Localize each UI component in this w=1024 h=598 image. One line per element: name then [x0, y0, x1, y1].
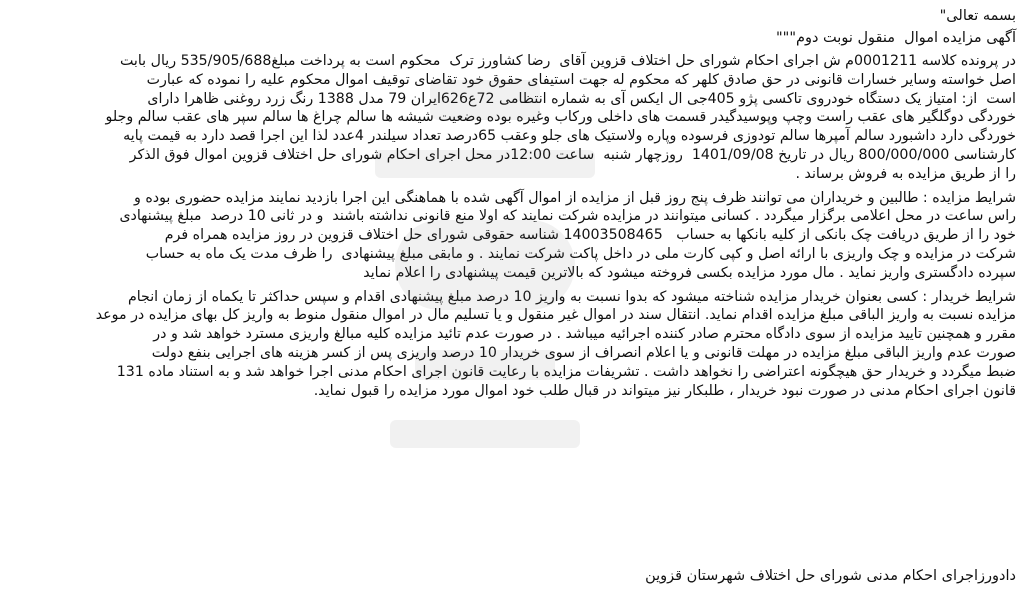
text-line: اصل خواسته وسایر خسارات قانونی در حق صادق کلهر که محکوم له جهت استیفای حقوق خود تقاضای توقیف اموال محکوم علیه را نموده که عبارت: [146, 71, 1016, 88]
text-line: کارشناسی 800/000/000 ریال در تاریخ 1401/09/08 روزچهار شنبه ساعت 12:00در محل اجرای احکام شورای حل اختلاف قزوین اموال فوق الذکر: [129, 146, 1016, 163]
text-line: است از: امتیاز یک دستگاه خودروی تاکسی پژو 405جی ال ایکس آی به شماره انتظامی 72ع626ایران 79 مدل 1388 رنگ زرد روغنی ظاهرا دارای: [147, 90, 1016, 107]
text-line: شرایط مزایده : طالبین و خریداران می توانند ظرف پنج روز قبل از مزایده از اموال آگهی شده با هماهنگی این اجرا بازدید نمایند مزایده حضوری بوده و: [133, 189, 1016, 206]
text-line: مزایده نسبت به واریز الباقی مبلغ مزایده اقدام نماید. انتقال سند در اموال غیر منقول و یا تسلیم مال در اموال منقول منوط به واریز کل بهای مزایده در موعد: [95, 307, 1016, 324]
text-line: سپرده دادگستری واریز نماید . مال مورد مزایده بکسی فروخته میشود که بالاترین قیمت پیشنهادی را اعلام نماید: [363, 264, 1016, 281]
signature-line: دادورزاجرای احکام مدنی شورای حل اختلاف شهرستان قزوین: [645, 568, 1016, 584]
text-line: ضبط میگردد و خریدار حق هیچگونه اعتراضی را نخواهد داشت . تشریفات مزایده با رعایت قانون اجرای احکام مدنی اجرا خواهد شد و به استناد ماده 131: [116, 363, 1016, 380]
text-line: خوردگی دارد داشبورد سالم آمپرها سالم تودوزی فرسوده وپاره ولاستیک های جلو وعقب 65درصد تعداد سیلندر 4عدد لذا این اجرا قصد دارد به قیمت پایه: [123, 128, 1016, 145]
notice-title: آگهی مزایده اموال منقول نوبت دوم""": [776, 30, 1016, 46]
auction-conditions-paragraph: [8, 189, 1016, 283]
text-line: در پرونده کلاسه 0001211م ش اجرای احکام شورای حل اختلاف قزوین آقای رضا کشاورز ترک محکوم است به پرداخت مبلغ535/905/688 ریال بابت: [119, 53, 1016, 69]
text-line: مقرر و همچنین تایید مزایده از سوی دادگاه محترم صادر کننده اجرائیه میباشد . در صورت عدم تائید مزایده کلیه مبالغ واریزی مسترد خواهد شد و در: [153, 326, 1016, 343]
text-line: قانون اجرای احکام مدنی در صورت نبود خریدار ، طلبکار نیز میتواند در قبال طلب خود اموال مورد مزایده را قبول نماید.: [313, 382, 1016, 399]
opening-phrase: بسمه تعالی": [939, 8, 1016, 24]
text-line: را از طریق مزایده به فروش برساند .: [795, 165, 1016, 182]
text-line: خوردگی دوگلگیر های عقب راست وچپ وپوسیدگیدر قسمت های داخلی ورکاب وغیره بوده وضعیت شیشه ها سالم چراغ ها سالم سپر های عقب سالم وجلو: [105, 109, 1016, 126]
case-paragraph: [8, 52, 1016, 184]
buyer-conditions-paragraph: [8, 288, 1016, 401]
text-line: خود را از طریق دریافت چک بانکی از کلیه بانکها به حساب 14003508465 شناسه حقوقی شورای حل اختلاف قزوین در روز مزایده همراه فرم: [164, 227, 1016, 244]
auction-notice: [8, 6, 1016, 592]
text-line: صورت عدم واریز الباقی مبلغ مزایده در مهلت قانونی و یا اعلام انصراف از سوی خریدار 10 درصد واریزی پس از کسر هزینه های اجرایی بنفع دولت: [151, 344, 1016, 361]
text-line: راس ساعت در محل اعلامی برگزار میگردد . کسانی میتوانند در مزایده شرکت نمایند که اولا منع قانونی نداشته باشند و در ثانی 10 درصد مبلغ پیشنهادی: [119, 208, 1016, 225]
text-line: شرکت در مزایده و چک واریزی با ارائه اصل و کپی کارت ملی در داخل پاکت شرکت نمایند . و مابقی مبلغ پیشنهادی را ظرف مدت یک ماه به حساب: [145, 245, 1016, 262]
text-line: شرایط خریدار : کسی بعنوان خریدار مزایده شناخته میشود که بدوا نسبت به واریز 10 درصد مبلغ پیشنهادی اقدام و سپس حداکثر تا یکماه از زمان انجام: [127, 288, 1016, 305]
